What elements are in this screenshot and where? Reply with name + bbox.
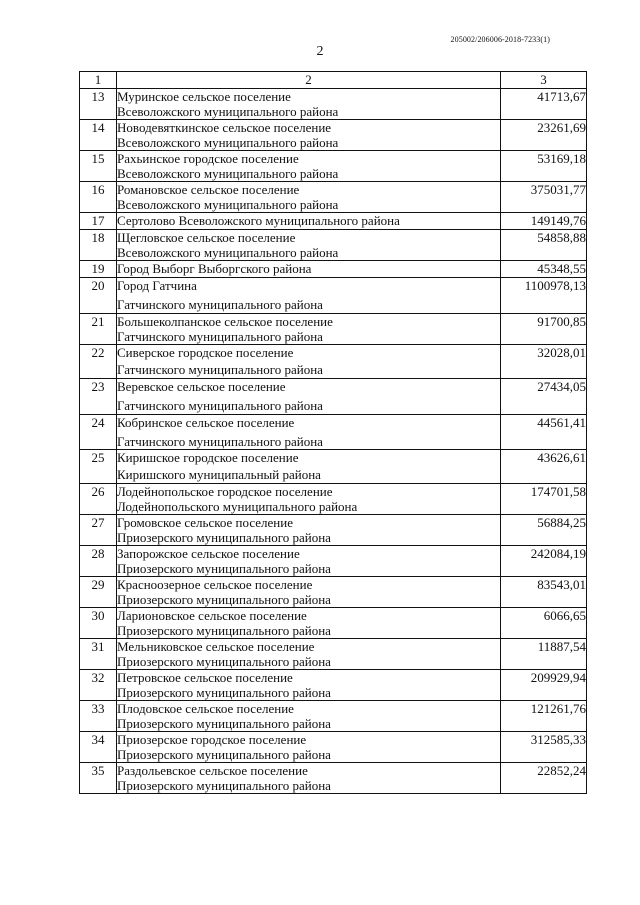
settlement-name [117,546,501,577]
settlement-name-line-2: Всеволожского муниципального района [117,135,339,150]
settlement-name [117,608,501,639]
settlement-name-line-1: Большеколпанское сельское поселение [117,314,333,329]
settlement-name-line-2: Гатчинского муниципального района [117,398,323,413]
settlement-name [117,230,501,261]
row-number: 24 [80,415,117,450]
settlement-name-line-2: Киришского муниципальный района [117,467,321,482]
amount-value: 43626,61 [501,450,587,484]
table-row [80,120,587,151]
settlement-name [117,701,501,732]
settlement-name [117,670,501,701]
settlement-name [117,278,501,314]
settlement-name-line-2: Всеволожского муниципального района [117,245,339,260]
column-header-value: 3 [501,72,587,89]
row-number: 34 [80,732,117,763]
amount-value: 209929,94 [501,670,587,701]
row-number: 14 [80,120,117,151]
settlement-name-line-1: Лодейнопольское городское поселение [117,484,333,499]
table-row [80,278,587,314]
row-number: 26 [80,484,117,515]
amount-value: 22852,24 [501,763,587,794]
table-row [80,379,587,415]
amount-value: 54858,88 [501,230,587,261]
settlement-name-line-1: Красноозерное сельское поселение [117,577,313,592]
settlement-name-line-2: Приозерского муниципального района [117,592,331,607]
table-row [80,345,587,379]
row-number: 19 [80,261,117,278]
page-number: 2 [316,44,324,59]
amount-value: 27434,05 [501,379,587,415]
table-row [80,230,587,261]
amount-value: 174701,58 [501,484,587,515]
amount-value: 41713,67 [501,89,587,120]
row-number: 22 [80,345,117,379]
table-header-row [80,72,587,89]
row-number: 17 [80,213,117,230]
settlement-name-line-1: Город Гатчина [117,278,197,293]
document-code: 205002/206006-2018-7233(1) [450,35,550,44]
table-row [80,151,587,182]
settlement-name-line-1: Веревское сельское поселение [117,379,286,394]
settlement-name-line-1: Рахьинское городское поселение [117,151,299,166]
table-row [80,670,587,701]
settlement-name-line-1: Запорожское сельское поселение [117,546,300,561]
table-row [80,546,587,577]
amount-value: 6066,65 [501,608,587,639]
settlement-name [117,484,501,515]
amount-value: 53169,18 [501,151,587,182]
settlement-name [117,732,501,763]
row-number: 23 [80,379,117,415]
settlement-name-line-1: Мельниковское сельское поселение [117,639,315,654]
settlement-name-line-2: Гатчинского муниципального района [117,362,323,377]
settlements-table [79,71,587,794]
row-number: 16 [80,182,117,213]
table-row [80,213,587,230]
settlement-name [117,763,501,794]
table-row [80,415,587,450]
settlement-name [117,577,501,608]
settlement-name [117,379,501,415]
row-number: 29 [80,577,117,608]
table-row [80,261,587,278]
row-number: 13 [80,89,117,120]
amount-value: 375031,77 [501,182,587,213]
amount-value: 56884,25 [501,515,587,546]
amount-value: 1100978,13 [501,278,587,314]
row-number: 25 [80,450,117,484]
amount-value: 45348,55 [501,261,587,278]
settlement-name-line-2: Приозерского муниципального района [117,623,331,638]
settlement-name-line-1: Романовское сельское поселение [117,182,300,197]
table-row [80,450,587,484]
column-header-name: 2 [117,72,501,89]
amount-value: 44561,41 [501,415,587,450]
row-number: 35 [80,763,117,794]
settlement-name-line-2: Всеволожского муниципального района [117,166,339,181]
settlement-name [117,213,501,230]
settlement-name-line-2: Гатчинского муниципального района [117,297,323,312]
settlement-name-line-2: Приозерского муниципального района [117,530,331,545]
table-row [80,732,587,763]
settlement-name-line-2: Гатчинского муниципального района [117,434,323,449]
settlement-name-line-1: Новодевяткинское сельское поселение [117,120,332,135]
settlement-name-line-2: Лодейнопольского муниципального района [117,499,358,514]
settlement-name [117,261,501,278]
settlement-name [117,89,501,120]
table-row [80,515,587,546]
settlement-name-line-1: Раздольевское сельское поселение [117,763,308,778]
settlement-name [117,515,501,546]
settlement-name-line-2: Приозерского муниципального района [117,561,331,576]
row-number: 30 [80,608,117,639]
row-number: 20 [80,278,117,314]
table-row [80,701,587,732]
table-row [80,314,587,345]
amount-value: 242084,19 [501,546,587,577]
table-row [80,608,587,639]
settlement-name [117,151,501,182]
row-number: 31 [80,639,117,670]
row-number: 15 [80,151,117,182]
settlement-name [117,639,501,670]
settlement-name-line-1: Щегловское сельское поселение [117,230,296,245]
settlement-name-line-1: Приозерское городское поселение [117,732,307,747]
settlement-name-line-1: Кобринское сельское поселение [117,415,295,430]
settlement-name-line-1: Ларионовское сельское поселение [117,608,307,623]
settlement-name [117,345,501,379]
settlement-name-line-1: Громовское сельское поселение [117,515,293,530]
amount-value: 312585,33 [501,732,587,763]
row-number: 27 [80,515,117,546]
settlement-name-line-2: Приозерского муниципального района [117,778,331,793]
settlement-name-line-1: Сиверское городское поселение [117,345,294,360]
settlement-name-line-2: Всеволожского муниципального района [117,104,339,119]
settlement-name-line-1: Сертолово Всеволожского муниципального района [117,213,400,228]
amount-value: 32028,01 [501,345,587,379]
row-number: 18 [80,230,117,261]
settlement-name [117,182,501,213]
row-number: 28 [80,546,117,577]
settlement-name-line-1: Плодовское сельское поселение [117,701,294,716]
table-row [80,484,587,515]
table-row [80,577,587,608]
settlement-name-line-2: Всеволожского муниципального района [117,197,339,212]
row-number: 32 [80,670,117,701]
row-number: 21 [80,314,117,345]
table-row [80,89,587,120]
settlement-name-line-2: Приозерского муниципального района [117,685,331,700]
settlement-name-line-2: Приозерского муниципального района [117,747,331,762]
settlement-name-line-2: Приозерского муниципального района [117,654,331,669]
settlement-name-line-1: Муринское сельское поселение [117,89,291,104]
settlement-name-line-1: Киришское городское поселение [117,450,299,465]
row-number: 33 [80,701,117,732]
table-row [80,763,587,794]
amount-value: 83543,01 [501,577,587,608]
settlement-name-line-1: Город Выборг Выборгского района [117,261,312,276]
settlement-name-line-1: Петровское сельское поселение [117,670,293,685]
settlement-name [117,415,501,450]
settlement-name [117,120,501,151]
amount-value: 91700,85 [501,314,587,345]
settlement-name-line-2: Гатчинского муниципального района [117,329,323,344]
table-row [80,639,587,670]
amount-value: 121261,76 [501,701,587,732]
amount-value: 23261,69 [501,120,587,151]
settlement-name [117,314,501,345]
amount-value: 11887,54 [501,639,587,670]
column-header-number: 1 [80,72,117,89]
amount-value: 149149,76 [501,213,587,230]
settlement-name [117,450,501,484]
table-row [80,182,587,213]
settlement-name-line-2: Приозерского муниципального района [117,716,331,731]
